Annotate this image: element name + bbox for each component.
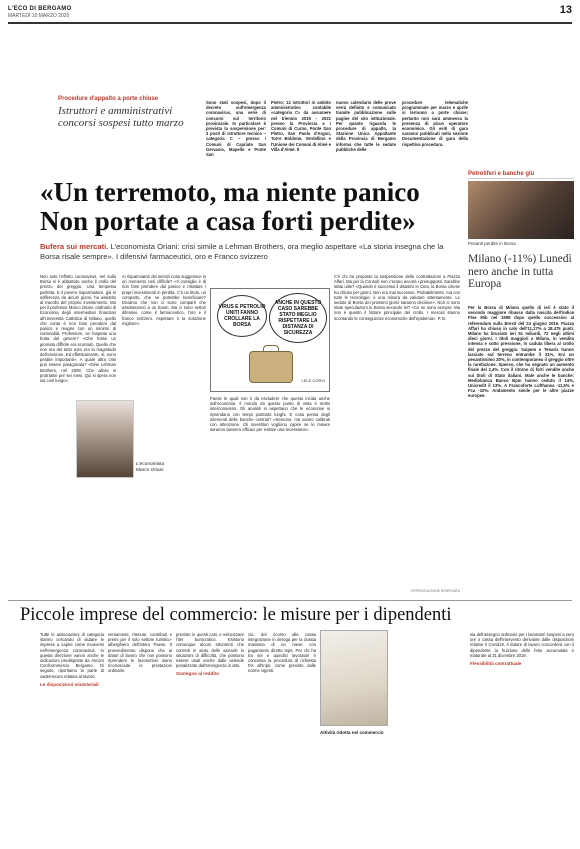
main-headline: «Un terremoto, ma niente panico Non portate a casa forti perdite» [40, 177, 420, 236]
cartoon-right-bubble: ANCHE IN QUESTO CASO SAREBBE STATO MEGLIO RISPETTARE LA DISTANZA DI SICUREZZA [269, 293, 327, 343]
shop-notice-photo [320, 630, 388, 726]
subhead [40, 242, 460, 261]
article-col-4: C'è chi ha proposto la sospensione delle contrattazioni a Piazza Affari. Ma per la Consob non c'erano ancora i presupposti. Sarebbe stata utile? «Quando è successo il disastro in Cina, la Borsa cinese ha chiuso per giorni. Non era mai successo. Probabilmente, ma con tutte le tecnologie, è una misura da valutare attentamente. Le sedute di Borsa dei prossimi giorni saranno decisive». Non ci sono state speculazioni in Borsa secondo lei? «Ce ne sono sempre. Ma non è questo il fattore principale del crollo. I mercati stanno scontando le conseguenze economiche dell'epidemia». P. B. [334, 274, 460, 321]
publication-name: L'ECO DI BERGAMO [8, 6, 72, 12]
cartoon-signature: LELE CORVI [301, 378, 325, 383]
subhead-body: L'economista Oriani: crisi simile a Lehman Brothers, ora meglio aspettare «La storia insegna che la Borsa risale sempre». I difensivi farmaceutici, oro e Franco svizzero [40, 242, 444, 261]
top-story-title: Istruttori e amministrativi concorsi sospesi tutto marzo [58, 105, 184, 129]
portrait-caption-line2: Marco Oriani [136, 467, 164, 473]
article-col-1-lower [40, 480, 114, 592]
cartoon-left-bubble: VIRUS E PETROLIO UNITI FANNO CROLLARE LA BORSA [217, 295, 267, 337]
top-story-kicker: Procedure d'appalto a porte chiuse [58, 96, 159, 102]
page-number: 13 [559, 4, 572, 16]
top-story-header [58, 96, 196, 129]
top-story-col-2: Pietro; 12 istruttori in ambito amministrativo contabile «categoria C» da assumere nel triennio 2019 - 2021 presso la Provincia e i Comuni di Curno, Ponte San Pietro, San Paolo d'Argon, Torre Boldone, Verdellino e l'Unione dei Comuni di Almè e Villa d'Almè. Il [271, 100, 331, 152]
article-col-1: Non solo l'effetto coronavirus. Ieri sulla Borsa si è abbattuto anche il crollo del prezzo del greggio. Una tempesta perfetta. E il povero risparmiatore, già in sofferenza da alcuni giorni, ha assistito al tracollo del proprio investimento. Ma per il professor Marco Oriani, ordinario di Economia degli intermediari finanziari all'Università Cattolica di Milano, quello che conta è non farsi prendere dal panico e reagire con un minimo di razionalità. Professore, se l'aspetta una botta del genere? «Che fosse un giornata difficile era scontato. Quello che non era del tutto noto era la magnitudo dell'erosione. Ed effettivamente, sì, sono perdite importanti». A quale altra crisi può essere paragonata? «Direi Lehman Brothers, nel 2008. Che allora si protrasse per sei mesi. Qui si spera non sia così lungo». [40, 274, 116, 384]
bottom-col-4: zio, del ricorso alla cassa integrazione in deroga per la durata massima di un mese con pagamento diretto Inps. Per chi ha tra sei e quindici lavoratori è concessa la procedura di richiesta Fis all'Inps, come previsto dalle norme vigenti. [248, 632, 316, 674]
rail-headline: Milano (-11%) Lunedì nero anche in tutta Europa [468, 253, 572, 290]
briefcase-body [249, 351, 293, 383]
rail-label: Petroliferi e banche giù [468, 171, 574, 179]
bottom-col-3 [176, 632, 244, 842]
top-story-col-1: Sono stati sospesi, dopo il decreto sull'emergenza coronavirus, una serie di concorsi sul territorio provinciale. In particolare è prevista la sospensione per: 3 posti di istruttore tecnico – categoria C – presso i Comuni di Capriate San Gervasio, Mapello e Ponte San [206, 100, 266, 158]
bottom-col-2: versamenti, ritenute, contributi e premi per il solo settore turistico-alberghiero dell'intero Paese. Il provvedimento dispone che ai datori di lavoro che non possono riprendere le lavorazioni siano riconosciute le prestazioni ordinarie. [108, 632, 172, 674]
article-col-3: Paese le quali non è da escludere che questo incida anche sull'economia. Il mondo da questo punto di vista è molto interconnesso. Gli analisti si aspettano che le economie si riprendano con tempi piuttosto lunghi. E cosa pensa degli interventi delle banche centrali? «Servono, ma vanno calibrati con attenzione. Gli investitori vogliono capire se le misure saranno davvero efficaci per evitare una recessione». [210, 396, 330, 433]
bottom-col-1-text: Tutte le associazioni di categoria stanno cercando di aiutare le imprese a capire come muoversi nell'emergenza coronavirus. In questa direzione vanno anche le indicazioni predisposte da Ascom Confcommercio Bergamo. Di seguito, riportiamo la parte di vademecum relativa al lavoro. [40, 632, 104, 679]
bottom-col-1 [40, 632, 104, 842]
rail-section [468, 171, 574, 179]
bottom-headline: Piccole imprese del commercio: le misure per i dipendenti [20, 605, 452, 625]
stocks-photo [468, 181, 574, 239]
section-rule [8, 600, 572, 601]
section-label-flessibilita: Flessibilità contrattuale [470, 661, 522, 667]
portrait-caption-line1: L'economista [136, 462, 165, 467]
copyright: ©RIPRODUZIONE RISERVATA [410, 589, 460, 593]
top-rule [8, 22, 572, 24]
article-col-2: Ai risparmiatori dei servizi cosa suggerisce in un momento così difficile? «Il consiglio è di non farsi prendere dal panico e ritrattare i propri investimenti in perdita. C'è un titolo, un comparto, che ne potrebbe beneficiare? Diciamo che non ci sono comparti che assisteranno a un boom. Ma ci sono settori difensivi, come il farmaceutico, l'oro e il franco svizzero. Aspettare è la soluzione migliore». [122, 274, 206, 326]
oriani-portrait [76, 400, 134, 478]
subhead-lead: Bufera sui mercati. [40, 242, 109, 251]
top-story-col-4: procedure telematiche programmate per marzo e aprile si terranno a porte chiuse; pertanto non sarà ammessa la presenza di alcun operatore economico. Gli esiti di gara saranno pubblicati nella sezione Documentazione di gara della rispettiva procedura. [402, 100, 468, 147]
shop-notice-caption: Attività ridotta nel commercio [320, 730, 384, 735]
masthead [8, 6, 72, 19]
rail-body: Per la Borsa di Milano quello di ieri è stato il secondo maggiore ribasso dalla nascita dell'indice Ftse Mib nel 1998 dopo quello successivo al referendum sulla Brexit del 24 giugno 2016. Piazza Affari ha chiuso in calo dell'11,17% a 18.475 punti. Milano ha bruciato ieri 51 miliardi, 72 negli ultimi dieci giorni. I titoli maggiori a Milano, in vendita intensa e sotto pressione, in caduta libera al crollo del prezzo del greggio. Saipem e Tenaris hanno lasciato sul terreno entrambe il 21%, Eni un pesantissimo 20%, in contemporanea il greggio oltre la rarefazione. Spesso, che ha segnato un aumento finale del 2,4%. Con il ritorno di forti vendite anche sui titoli di Stato italiani. Male anche le banche: Mediobanca Banco Bpm hanno ceduto il 14%, Unicredit il 13%. A Francoforte Lufthansa -11,5% e Fca -10%. Andamento simile per le altre piazze europee. [468, 305, 574, 399]
section-label-ministeriali: Le disposizioni ministeriali [40, 681, 99, 687]
bottom-col-5-text: sia dell'assegno ordinario per i lavoratori sospesi a zero ore o cassa dell'intervento derivante dalle disposizioni relative il Covid19. Il datore di lavoro concorderà con il dipendente la fruizione delle ferie accumulate e maturate al 31 dicembre 2019. [470, 632, 574, 658]
section-label-sostegno: Sostegno al reddito [176, 671, 219, 677]
top-story-col-3: nuovo calendario delle prove verrà definito e comunicato tramite pubblicazione sulle pagine del sito istituzionale. Per quanto riguarda le procedure di appalto, la Stazione Unica Appaltante della Provincia di Bergamo informa che tutte le sedute pubbliche delle [336, 100, 396, 152]
bottom-col-5 [470, 632, 574, 842]
bottom-col-3-text: previste in questi casi, e velocizzare l'iter burocratico. Esistono comunque alcuni strumenti che correnti in aiuto delle aziende in situazioni di difficoltà, che possono essere usati anche dalle aziende penalizzate dall'emergenza in atto. [176, 632, 244, 669]
issue-date: MARTEDÌ 10 MARZO 2020 [8, 13, 70, 19]
stocks-photo-caption: Pesanti perdite in Borsa [468, 241, 516, 246]
cartoon [210, 288, 330, 392]
portrait-caption [136, 462, 164, 474]
